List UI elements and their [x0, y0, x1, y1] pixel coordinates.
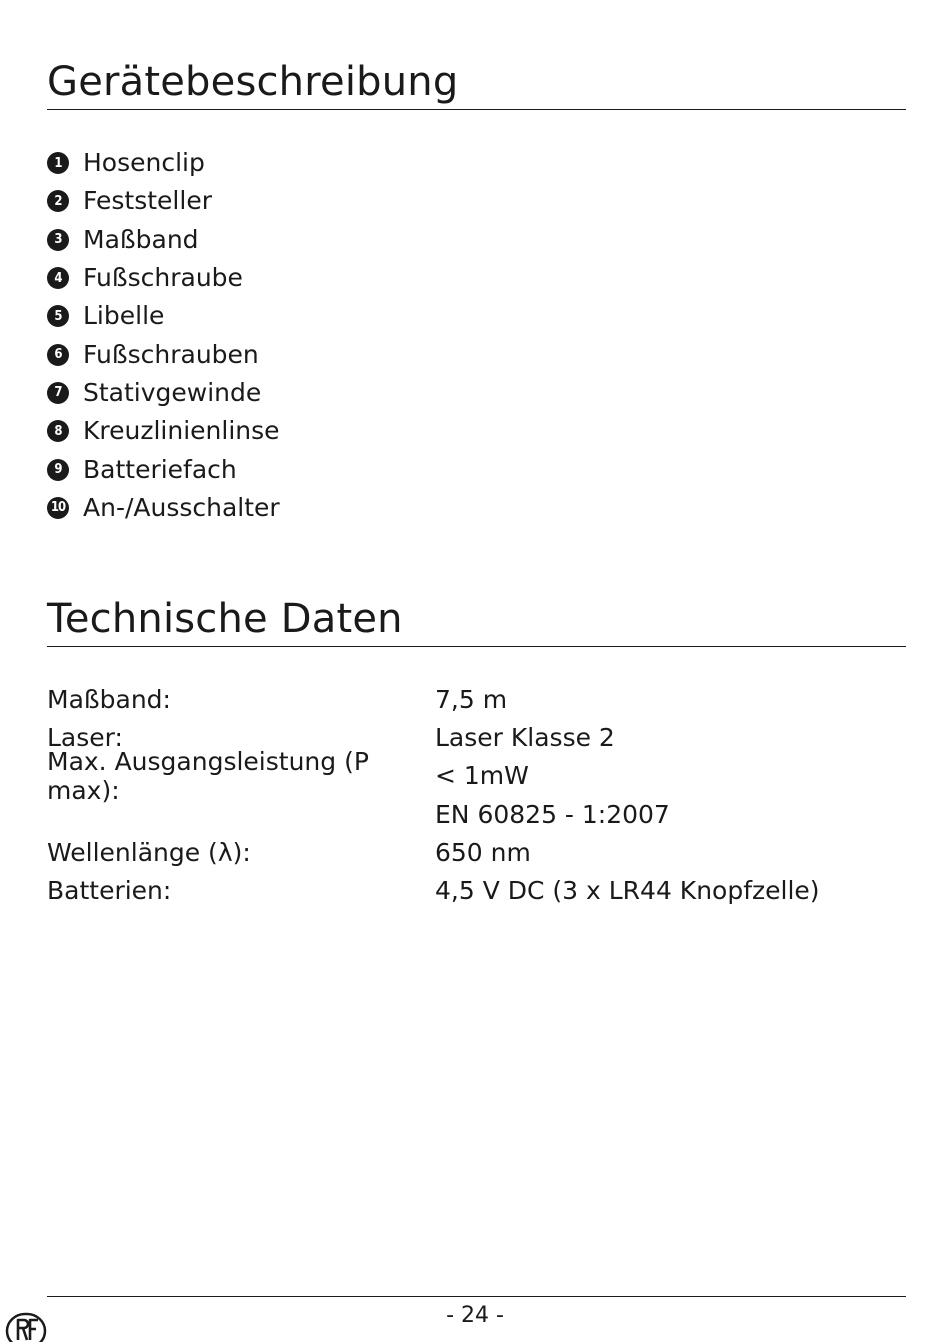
part-label: An-/Ausschalter [83, 492, 280, 522]
number-badge-icon: 6 [47, 344, 69, 366]
part-label: Kreuzlinienlinse [83, 416, 280, 446]
number-badge-icon: 9 [47, 459, 69, 481]
number-badge-icon: 2 [47, 190, 69, 212]
part-label: Libelle [83, 301, 165, 331]
number-badge-icon: 10 [47, 497, 69, 519]
part-label: Hosenclip [83, 148, 205, 178]
list-item [47, 450, 280, 488]
parts-list [47, 144, 280, 527]
section-title-technical: Technische Daten [47, 596, 403, 642]
spec-table [47, 680, 820, 910]
title-divider [47, 109, 906, 110]
part-label: Stativgewinde [83, 377, 262, 407]
list-item [47, 335, 280, 373]
page-number: - 24 - [446, 1303, 504, 1328]
part-label: Batteriefach [83, 454, 237, 484]
spec-label: Max. Ausgangsleistung (P max): [47, 746, 369, 805]
part-label: Fußschrauben [83, 339, 259, 369]
spec-label: Maßband: [47, 684, 171, 714]
spec-value: EN 60825 - 1:2007 [435, 799, 670, 829]
spec-value: 4,5 V DC (3 x LR44 Knopfzelle) [435, 876, 820, 906]
list-item [47, 221, 280, 259]
number-badge-icon: 4 [47, 267, 69, 289]
list-item [47, 374, 280, 412]
table-row [47, 746, 820, 805]
list-item [47, 182, 280, 220]
part-label: Fußschraube [83, 263, 243, 293]
list-item [47, 412, 280, 450]
brand-logo-icon [4, 1306, 48, 1342]
table-row [47, 833, 820, 871]
table-row [47, 680, 820, 718]
list-item [47, 297, 280, 335]
spec-label: Batterien: [47, 876, 172, 906]
list-item [47, 489, 280, 527]
list-item [47, 144, 280, 182]
spec-value: 7,5 m [435, 684, 508, 714]
spec-value: < 1mW [435, 761, 529, 791]
table-row [47, 871, 820, 909]
spec-label: Wellenlänge (λ): [47, 837, 251, 867]
spec-value: 650 nm [435, 837, 531, 867]
spec-value: Laser Klasse 2 [435, 722, 615, 752]
list-item [47, 259, 280, 297]
number-badge-icon: 5 [47, 305, 69, 327]
section-title-description: Gerätebeschreibung [47, 59, 459, 105]
number-badge-icon: 7 [47, 382, 69, 404]
title-divider [47, 646, 906, 647]
number-badge-icon: 3 [47, 229, 69, 251]
spec-label: Laser: [47, 722, 123, 752]
part-label: Feststeller [83, 186, 212, 216]
part-label: Maßband [83, 224, 199, 254]
footer-divider [47, 1296, 906, 1297]
number-badge-icon: 8 [47, 420, 69, 442]
number-badge-icon: 1 [47, 152, 69, 174]
